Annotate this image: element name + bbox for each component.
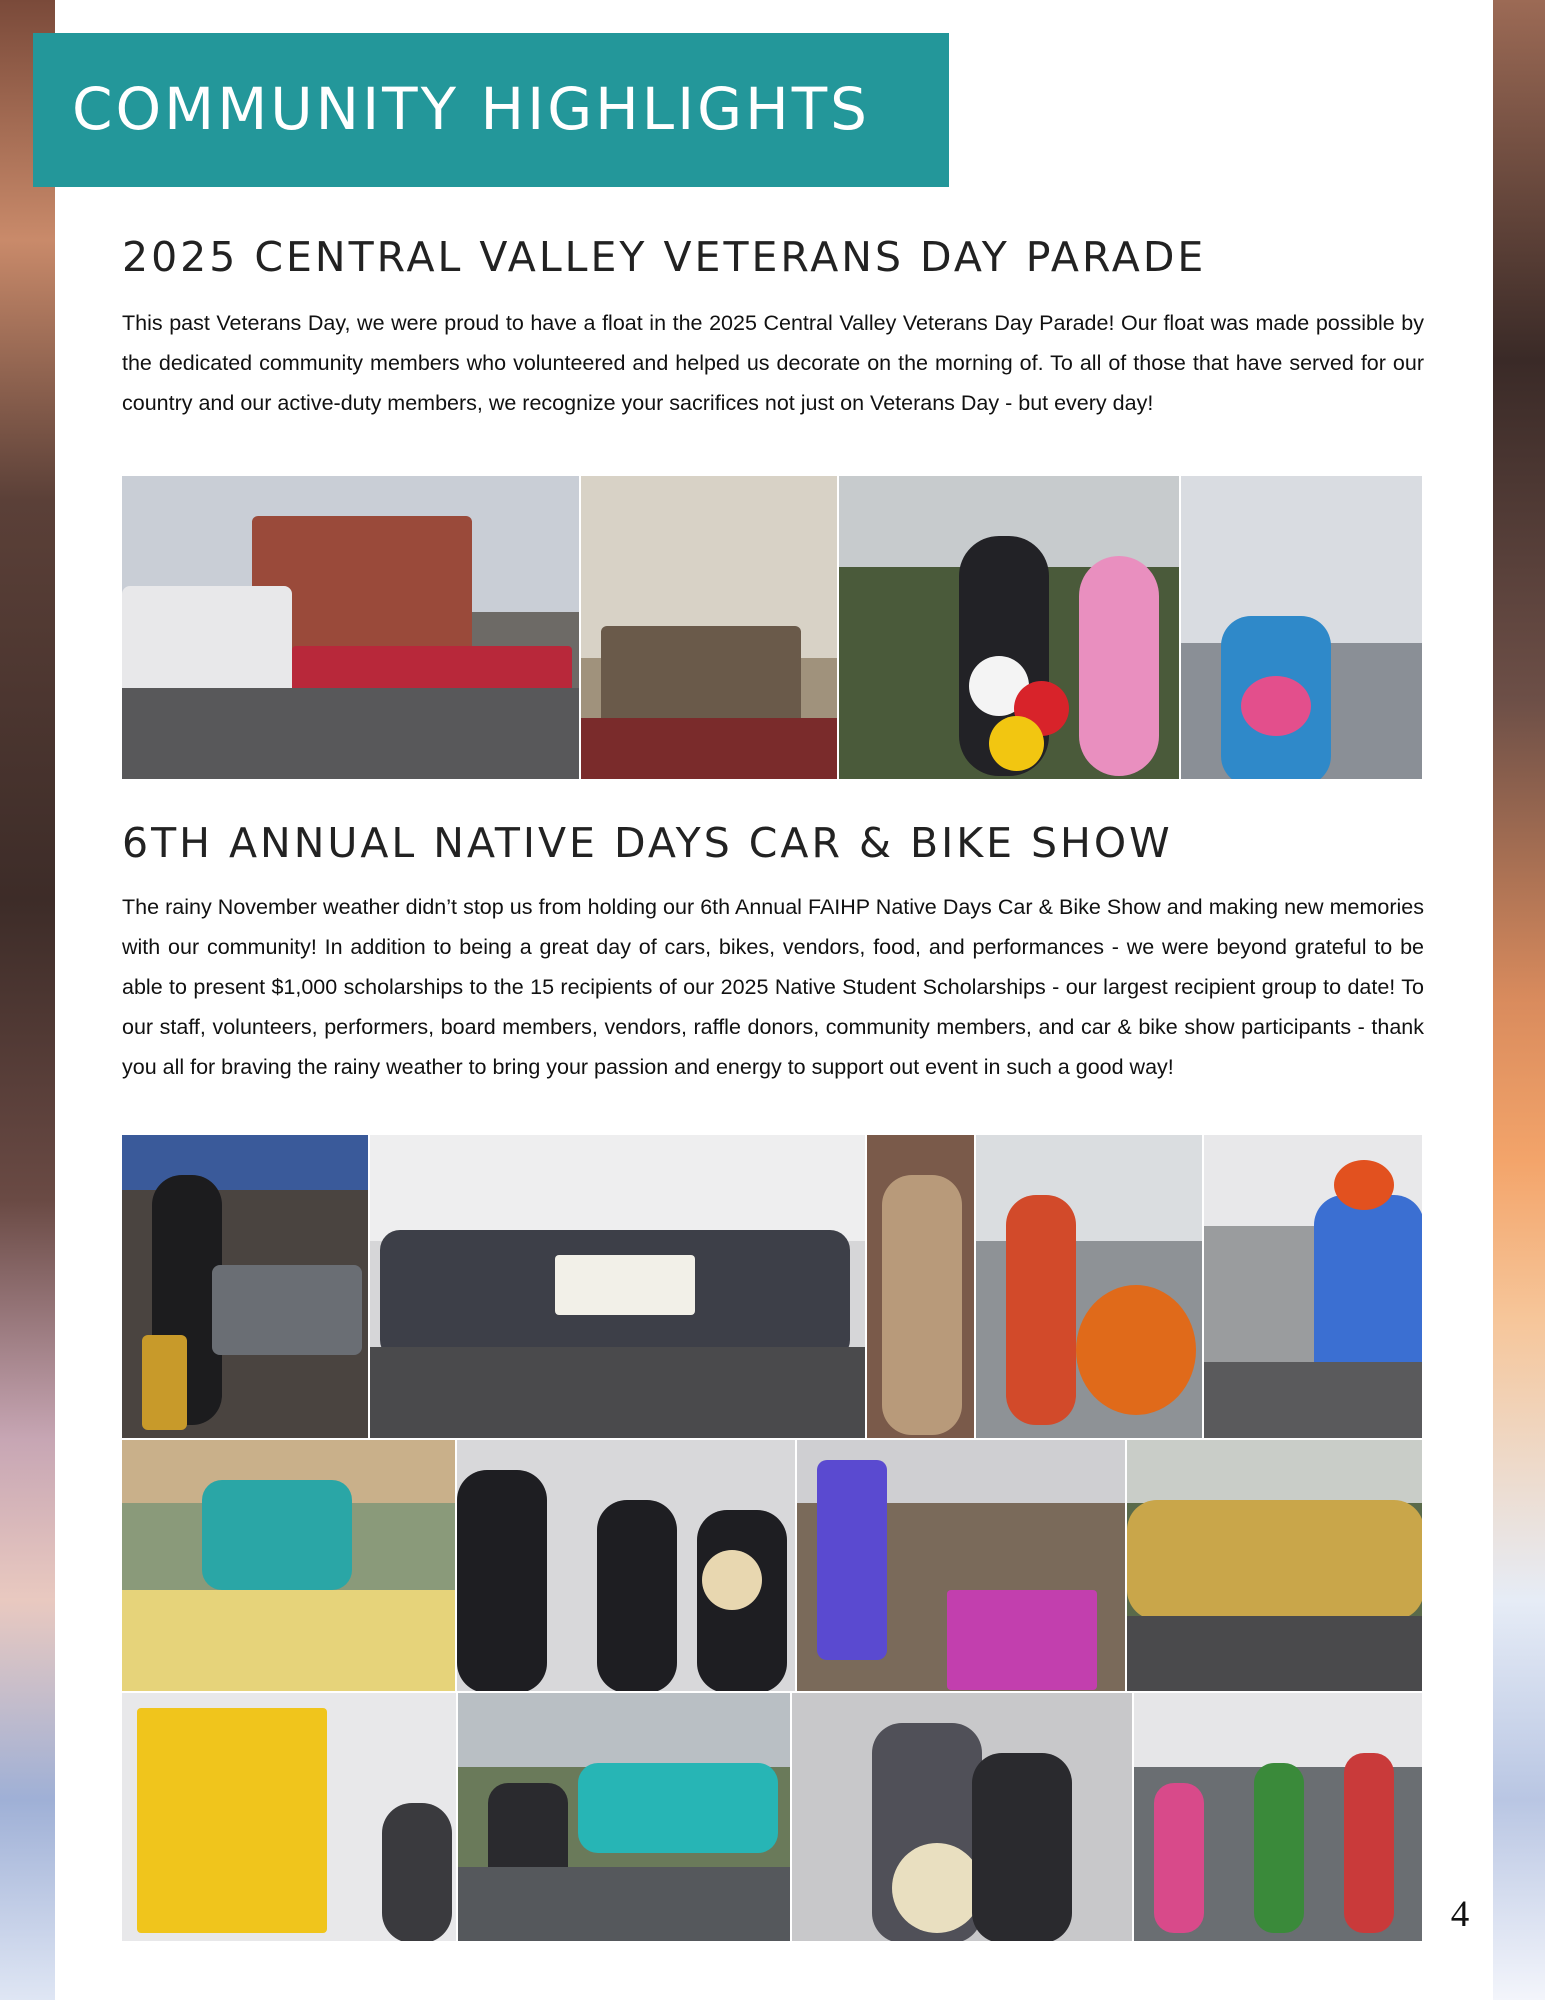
photo-show-beadwork-vendor <box>797 1440 1127 1693</box>
photo-show-dancers <box>1134 1693 1424 1943</box>
photo-show-gold-classic-car <box>1127 1440 1424 1693</box>
section-title-car-bike-show: 6TH ANNUAL NATIVE DAYS CAR & BIKE SHOW <box>122 819 1173 867</box>
background-photo-right <box>1493 0 1545 2000</box>
page-title: COMMUNITY HIGHLIGHTS <box>72 75 870 143</box>
photo-show-trophy-lowrider <box>122 1135 370 1440</box>
section-title-veterans-parade: 2025 CENTRAL VALLEY VETERANS DAY PARADE <box>122 233 1207 281</box>
photo-show-flute-player <box>867 1135 976 1440</box>
photo-parade-girls-balloons <box>839 476 1181 781</box>
background-photo-left <box>0 0 55 2000</box>
photo-show-taco-truck <box>122 1693 458 1943</box>
photo-show-faihp-booth <box>122 1440 457 1693</box>
section-body-car-bike-show: The rainy November weather didn’t stop us from holding our 6th Annual FAIHP Native Days Car & Bike Show and making new memories with our community! In addition to being a great day of cars, bikes, vendors, food, and performances - we were beyond grateful to be able to present $1,000 scholarships to the 15 recipients of our 2025 Native Student Scholarships - our largest recipient group to date! To our staff, volunteers, performers, board members, vendors, raffle donors, community members, and car & bike show participants - thank you all for braving the rainy weather to bring your passion and energy to support out event in such a good way! <box>122 895 1424 1079</box>
photo-show-elder-drum <box>792 1693 1134 1943</box>
photo-show-drum-singers <box>457 1440 797 1693</box>
photo-parade-street-building <box>581 476 839 781</box>
photo-show-scholarship-group <box>370 1135 867 1440</box>
section-body-veterans-parade: This past Veterans Day, we were proud to have a float in the 2025 Central Valley Veterans Day Parade! Our float was made possible by the dedicated community members who volunteered and helped us decorate on the morning of. To all of those that have served for our country and our active-duty members, we recognize your sacrifices not just on Veterans Day - but every day! <box>122 311 1424 415</box>
photo-show-motorcycle-man <box>976 1135 1204 1440</box>
photo-parade-float-truck <box>122 476 581 781</box>
photo-show-motorcycle-teal-car <box>458 1693 792 1943</box>
page-number: 4 <box>1450 1894 1470 1935</box>
photo-parade-dancer-regalia <box>1181 476 1424 781</box>
photo-show-tent-attendees <box>1204 1135 1424 1440</box>
